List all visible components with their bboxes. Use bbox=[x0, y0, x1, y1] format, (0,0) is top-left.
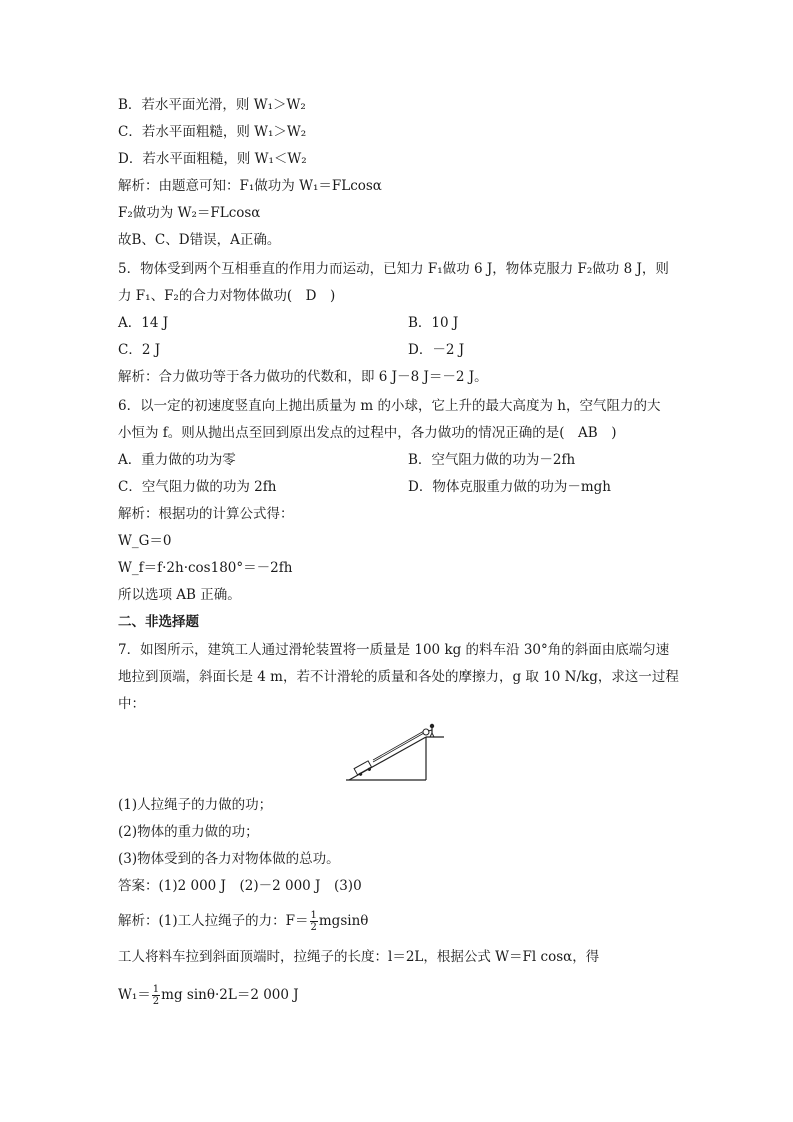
question-6-conclusion: 所以选项 AB 正确。 bbox=[118, 587, 241, 603]
incline-pulley-figure bbox=[346, 720, 450, 784]
question-7-solution-2: 工人将料车拉到斜面顶端时，拉绳子的长度：l＝2L，根据公式 W＝Fl cosα，得 bbox=[118, 949, 600, 965]
fraction-numerator: 1 bbox=[310, 910, 317, 921]
question-6-formula: W_f＝f·2h·cos180°＝－2fh bbox=[118, 560, 293, 576]
question-7-solution-1 bbox=[118, 910, 368, 933]
question-5-option-b: B．10 J bbox=[408, 315, 459, 331]
question-7-stem: 7．如图所示，建筑工人通过滑轮装置将一质量是 100 kg 的料车沿 30°角的斜面由底端匀速 bbox=[118, 642, 670, 658]
solution-text: mgsinθ bbox=[318, 913, 369, 929]
question-7-subpart-2: (2)物体的重力做的功； bbox=[118, 824, 259, 840]
fraction-one-half bbox=[152, 984, 160, 1007]
question-5-option-d: D．－2 J bbox=[408, 342, 465, 358]
fraction-denominator: 2 bbox=[152, 996, 160, 1007]
rope bbox=[373, 733, 424, 762]
worker-icon bbox=[428, 724, 434, 737]
question-7-subpart-3: (3)物体受到的各力对物体做的总功。 bbox=[118, 851, 340, 867]
pulley-icon bbox=[423, 729, 429, 735]
question-6-formula: W_G＝0 bbox=[118, 533, 172, 549]
solution-text: 解析：(1)工人拉绳子的力：F＝ bbox=[118, 913, 309, 929]
question-7-solution-3 bbox=[118, 984, 299, 1007]
question-6-option-c: C．空气阻力做的功为 2fh bbox=[118, 479, 277, 495]
question-6-solution: 解析：根据功的计算公式得： bbox=[118, 506, 294, 522]
solution-line: 故B、C、D错误，A正确。 bbox=[118, 232, 281, 248]
question-7-subpart-1: (1)人拉绳子的力做的功； bbox=[118, 797, 273, 813]
fraction-denominator: 2 bbox=[310, 922, 317, 933]
question-5-option-a: A．14 J bbox=[118, 315, 169, 331]
question-5-option-c: C．2 J bbox=[118, 342, 161, 358]
option-d-line: D．若水平面粗糙，则 W₁＜W₂ bbox=[118, 151, 307, 167]
fraction-one-half bbox=[310, 910, 318, 933]
question-6-stem: 小恒为 f。则从抛出点至回到原出发点的过程中，各力做功的情况正确的是( AB ) bbox=[118, 425, 617, 441]
question-7-answer: 答案：(1)2 000 J (2)－2 000 J (3)0 bbox=[118, 878, 362, 894]
question-5-stem: 5．物体受到两个互相垂直的作用力而运动，已知力 F₁做功 6 J，物体克服力 F₂做功 8 J，则 bbox=[118, 261, 669, 277]
cart-icon bbox=[354, 761, 373, 777]
rope bbox=[373, 731, 424, 760]
option-c-line: C．若水平面粗糙，则 W₁＞W₂ bbox=[118, 124, 307, 140]
question-7-stem: 中： bbox=[118, 696, 145, 712]
solution-text: W₁＝ bbox=[118, 987, 151, 1003]
question-6-stem: 6．以一定的初速度竖直向上抛出质量为 m 的小球，它上升的最大高度为 h，空气阻力的大 bbox=[118, 398, 661, 414]
question-7-stem: 地拉到顶端，斜面长是 4 m，若不计滑轮的质量和各处的摩擦力，g 取 10 N/kg，求这一过程 bbox=[118, 669, 679, 685]
question-6-option-a: A．重力做的功为零 bbox=[118, 452, 236, 468]
option-b-line: B．若水平面光滑，则 W₁＞W₂ bbox=[118, 97, 306, 113]
question-6-option-b: B．空气阻力做的功为－2fh bbox=[408, 452, 576, 468]
question-5-solution: 解析：合力做功等于各力做功的代数和，即 6 J－8 J＝－2 J。 bbox=[118, 369, 488, 385]
solution-text: mg sinθ·2L＝2 000 J bbox=[161, 987, 299, 1003]
fraction-numerator: 1 bbox=[152, 984, 160, 995]
solution-line: 解析：由题意可知：F₁做功为 W₁＝FLcosα bbox=[118, 178, 382, 194]
solution-line: F₂做功为 W₂＝FLcosα bbox=[118, 205, 261, 221]
question-5-stem: 力 F₁、F₂的合力对物体做功( D ) bbox=[118, 288, 336, 304]
section-heading: 二、非选择题 bbox=[118, 614, 199, 630]
question-6-option-d: D．物体克服重力做的功为－mgh bbox=[408, 479, 611, 495]
